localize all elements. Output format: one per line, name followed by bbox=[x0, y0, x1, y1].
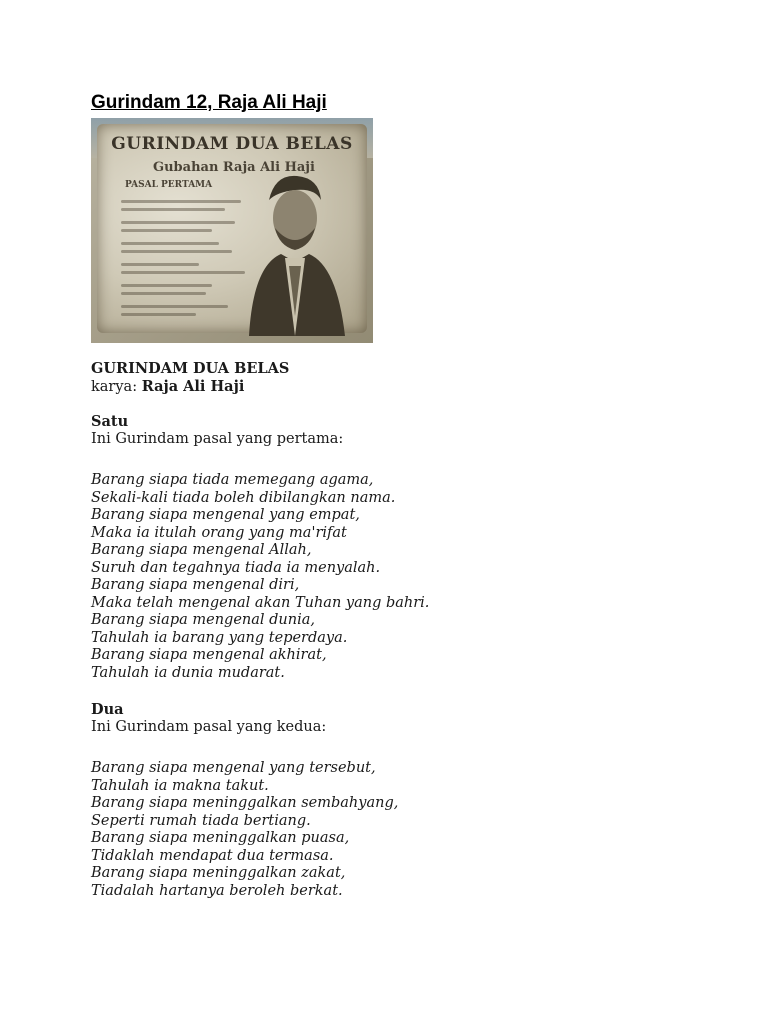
section-title-dua: Dua bbox=[91, 701, 124, 718]
poem-line: Maka ia itulah orang yang ma'rifat bbox=[91, 524, 347, 541]
portrait-figure bbox=[235, 166, 353, 336]
poem-line: Barang siapa meninggalkan sembahyang, bbox=[91, 795, 399, 811]
poem-line: Tidaklah mendapat dua termasa. bbox=[91, 847, 334, 864]
poem-line: Barang siapa tiada memegang agama, bbox=[91, 472, 374, 488]
section-title-satu: Satu bbox=[91, 413, 129, 430]
author-name: Raja Ali Haji bbox=[141, 378, 245, 395]
poster-section-label: PASAL PERTAMA bbox=[125, 180, 213, 190]
poem-line: Seperti rumah tiada bertiang. bbox=[91, 812, 311, 829]
poster-title: GURINDAM DUA BELAS bbox=[111, 134, 353, 154]
poem-line: Tahulah ia dunia mudarat. bbox=[91, 664, 285, 681]
poem-line: Tahulah ia barang yang teperdaya. bbox=[91, 629, 348, 646]
poem-line: Suruh dan tegahnya tiada ia menyalah. bbox=[91, 559, 381, 576]
poem-line: Barang siapa mengenal akhirat, bbox=[91, 647, 327, 663]
section-intro-satu: Ini Gurindam pasal yang pertama: bbox=[91, 431, 344, 447]
poster-subtitle: Gubahan Raja Ali Haji bbox=[153, 160, 315, 175]
poem-line: Tiadalah hartanya beroleh berkat. bbox=[91, 882, 343, 899]
poem-line: Barang siapa mengenal yang tersebut, bbox=[91, 760, 376, 776]
poem-line: Barang siapa meninggalkan puasa, bbox=[91, 830, 350, 846]
poem-line: Tahulah ia makna takut. bbox=[91, 777, 269, 794]
gurindam-poster-image bbox=[91, 118, 373, 343]
poem-line: Barang siapa mengenal yang empat, bbox=[91, 507, 360, 523]
document-title: Gurindam 12, Raja Ali Haji bbox=[91, 92, 327, 113]
poem-line: Barang siapa mengenal Allah, bbox=[91, 542, 312, 558]
poem-line: Sekali-kali tiada boleh dibilangkan nama. bbox=[91, 489, 396, 506]
poem-line: Barang siapa meninggalkan zakat, bbox=[91, 865, 346, 881]
section-intro-dua: Ini Gurindam pasal yang kedua: bbox=[91, 719, 327, 735]
poem-line: Maka telah mengenal akan Tuhan yang bahri. bbox=[91, 594, 430, 611]
poster-text-lines bbox=[121, 196, 251, 321]
author-label: karya: bbox=[91, 379, 142, 395]
poem-heading: GURINDAM DUA BELAS bbox=[91, 360, 290, 377]
poem-line: Barang siapa mengenal diri, bbox=[91, 577, 300, 593]
author-line bbox=[91, 378, 244, 397]
poem-line: Barang siapa mengenal dunia, bbox=[91, 612, 315, 628]
poem-stanza-satu bbox=[91, 472, 429, 682]
poem-stanza-dua bbox=[91, 760, 398, 900]
